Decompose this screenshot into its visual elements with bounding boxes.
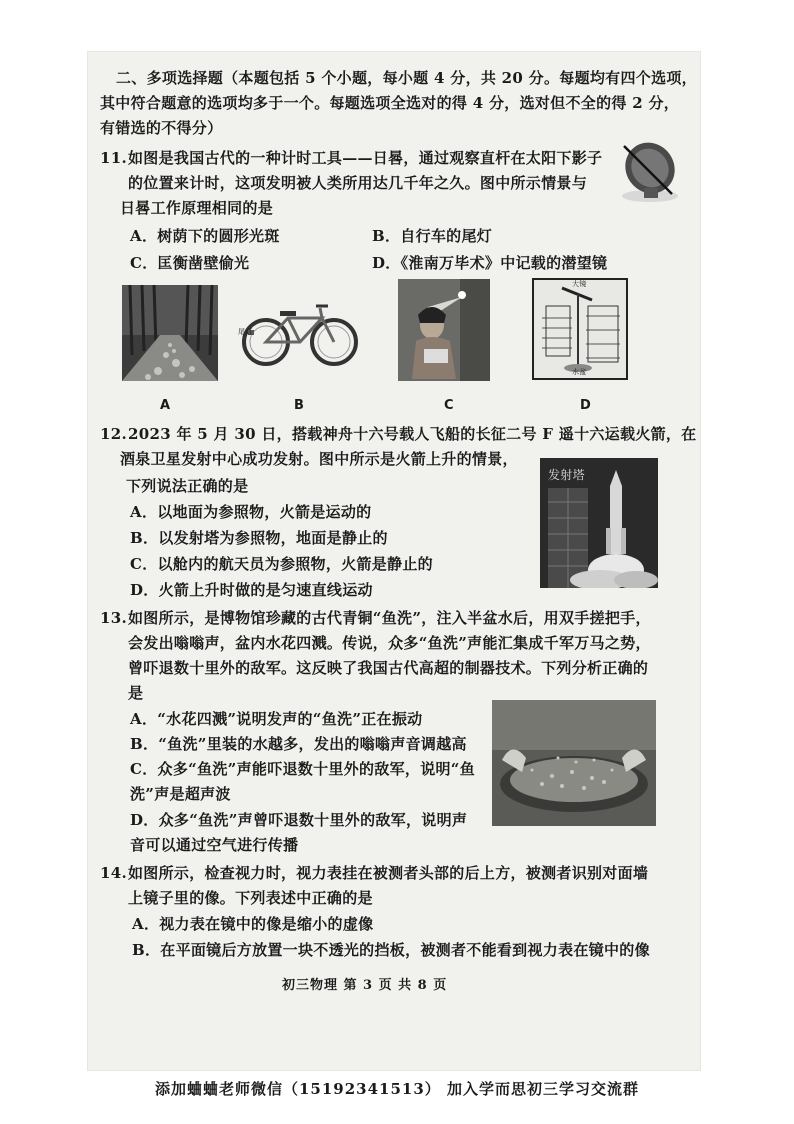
bronze-basin-image <box>492 700 656 826</box>
q11-option-c: C．匡衡凿壁偷光 <box>130 254 250 272</box>
q14-line-1: 如图所示，检查视力时，视力表挂在被测者头部的后上方，被测者识别对面墙 <box>128 864 649 882</box>
q11-option-d: D．《淮南万毕术》中记载的潜望镜 <box>372 254 608 272</box>
q11-line-3: 日晷工作原理相同的是 <box>120 199 274 217</box>
q13-option-a: A．“水花四溅”说明发声的“鱼洗”正在振动 <box>130 710 423 728</box>
q13-number: 13. <box>100 609 127 627</box>
q11-caption-d: D <box>580 398 591 413</box>
rocket-launch-image <box>540 458 658 588</box>
section-header-line-3: 有错选的不得分） <box>100 119 223 137</box>
q11-line-1: 如图是我国古代的一种计时工具——日晷，通过观察直杆在太阳下影子 <box>128 149 603 167</box>
q14-number: 14. <box>100 864 127 882</box>
sundial-image <box>614 136 682 206</box>
q12-option-a: A．以地面为参照物，火箭是运动的 <box>130 503 372 521</box>
q12-option-c: C．以舱内的航天员为参照物，火箭是静止的 <box>130 555 433 573</box>
tree-shade-image <box>122 285 218 381</box>
section-header-line-1: 二、多项选择题（本题包括 5 个小题，每小题 4 分，共 20 分。每题均有四个选项， <box>116 69 697 87</box>
periscope-bottom-label: 水盆 <box>572 368 587 376</box>
q11-number: 11. <box>100 149 127 167</box>
launch-tower-label: 发射塔 <box>548 468 585 482</box>
q14-option-b: B．在平面镜后方放置一块不透光的挡板，被测者不能看到视力表在镜中的像 <box>132 941 650 959</box>
q13-option-d-line-1: D．众多“鱼洗”声曾吓退数十里外的敌军，说明声 <box>130 811 468 829</box>
q13-option-c-line-2: 洗”声是超声波 <box>130 785 231 803</box>
bicycle-image <box>238 298 362 368</box>
q13-line-2: 会发出嗡嗡声，盆内水花四溅。传说，众多“鱼洗”声能汇集成千军万马之势， <box>128 634 651 652</box>
q11-caption-a: A <box>160 398 171 413</box>
q11-line-2: 的位置来计时，这项发明被人类所用达几千年之久。图中所示情景与 <box>128 174 588 192</box>
q13-option-d-line-2: 音可以通过空气进行传播 <box>130 836 299 854</box>
q14-line-2: 上镜子里的像。下列表述中正确的是 <box>128 889 373 907</box>
q13-option-c-line-1: C．众多“鱼洗”声能吓退数十里外的敌军，说明“鱼 <box>130 760 476 778</box>
q12-number: 12. <box>100 425 127 443</box>
section-header-line-2: 其中符合题意的选项均多于一个。每题选项全选对的得 4 分，选对但不全的得 2 分， <box>100 94 680 112</box>
q12-line-3: 下列说法正确的是 <box>126 477 249 495</box>
q11-option-a: A．树荫下的圆形光斑 <box>130 227 280 245</box>
q14-option-a: A．视力表在镜中的像是缩小的虚像 <box>132 915 374 933</box>
q12-option-b: B．以发射塔为参照物，地面是静止的 <box>130 529 388 547</box>
wall-light-image <box>398 279 490 381</box>
q12-option-d: D．火箭上升时做的是匀速直线运动 <box>130 581 373 599</box>
q13-line-3: 曾吓退数十里外的敌军。这反映了我国古代高超的制器技术。下列分析正确的 <box>128 659 649 677</box>
q11-option-b: B．自行车的尾灯 <box>372 227 493 245</box>
bottom-contact-note: 添加蛐蛐老师微信（15192341513） 加入学而思初三学习交流群 <box>154 1080 640 1098</box>
page-footer: 初三物理 第 3 页 共 8 页 <box>282 978 448 993</box>
periscope-image <box>532 278 628 380</box>
q12-line-2: 酒泉卫星发射中心成功发射。图中所示是火箭上升的情景， <box>120 450 518 468</box>
q12-line-1: 2023 年 5 月 30 日，搭载神舟十六号载人飞船的长征二号 F 遥十六运载火箭，在 <box>128 425 697 443</box>
q11-caption-b: B <box>294 398 304 413</box>
q13-line-1: 如图所示，是博物馆珍藏的古代青铜“鱼洗”，注入半盆水后，用双手搓把手， <box>128 609 651 627</box>
q13-line-4: 是 <box>128 684 144 702</box>
periscope-top-label: 大镜 <box>572 280 587 288</box>
bike-tail-light-label: 尾灯 <box>238 328 253 336</box>
q13-option-b: B．“鱼洗”里装的水越多，发出的嗡嗡声音调越高 <box>130 735 467 753</box>
q11-caption-c: C <box>444 398 454 413</box>
